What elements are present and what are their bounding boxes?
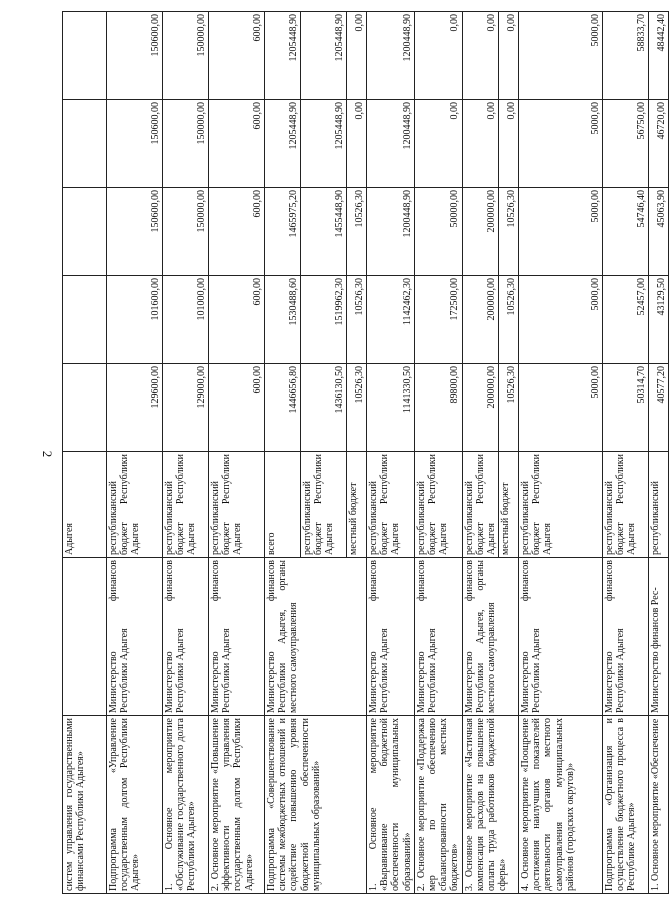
funding-source-cell: Адыгея [63,452,107,558]
amount-cell: 1141330,50 [367,364,415,452]
table-row [649,12,669,894]
rotated-page [62,12,667,894]
program-name-cell: систем управления государственными финансами Республики Адыгея» [63,716,107,894]
executor-cell: Министерство финансов Республики Адыгея, органы местного самоуправления [265,558,367,716]
table-row [603,12,649,894]
amount-cell: 40577,20 [649,364,669,452]
table-row [107,12,163,894]
program-name-cell: Подпрограмма «Управление государственным долгом Республики Адыгея» [107,716,163,894]
amount-cell: 150600,00 [107,188,163,276]
amount-cell: 10526,30 [347,188,367,276]
amount-cell: 0,00 [499,12,519,100]
program-name-cell: Подпрограмма «Совершенствование системы межбюджетных отношений и содействие повышению уровня бюджетной обеспеченности муниципальных образований» [265,716,367,894]
amount-cell: 0,00 [414,12,462,100]
amount-cell: 5000,00 [519,364,603,452]
amount-cell: 129000,00 [163,364,209,452]
amount-cell: 45063,90 [649,188,669,276]
funding-source-cell: республиканский [649,452,669,558]
amount-cell: 1530488,60 [265,276,301,364]
amount-cell: 150600,00 [107,100,163,188]
amount-cell: 0,00 [347,12,367,100]
amount-cell: 5000,00 [519,100,603,188]
table-row [462,12,499,894]
program-name-cell: 1. Основное мероприятие «Выравнивание бюджетной обеспеченности муниципальных образований» [367,716,415,894]
executor-cell: Министерство финансов Республики Адыгея [367,558,415,716]
amount-cell: 1436130,50 [301,364,347,452]
executor-cell: Министерство финансов Республики Адыгея [209,558,265,716]
program-name-cell: 1. Основное мероприятие «Обслуживание государственного долга Республики Адыгея» [163,716,209,894]
executor-cell: Министерство финансов Республики Адыгея, органы местного самоуправления [462,558,519,716]
table-row [519,12,603,894]
amount-cell: 150600,00 [107,12,163,100]
amount-cell: 10526,30 [347,364,367,452]
amount-cell: 200000,00 [462,364,499,452]
program-name-cell: 2. Основное мероприятие «Повышение эффективности управления государственным долгом Республики Адыгея» [209,716,265,894]
amount-cell: 1455448,90 [301,188,347,276]
table-row [209,12,265,894]
amount-cell: 1200448,90 [367,188,415,276]
executor-cell: Министерство финансов Республики Адыгея [163,558,209,716]
amount-cell: 54746,40 [603,188,649,276]
executor-cell: Министерство финансов Республики Адыгея [603,558,649,716]
funding-source-cell: республиканский бюджет Республики Адыгея [414,452,462,558]
amount-cell: 172500,00 [414,276,462,364]
program-name-cell: 1. Основное мероприятие «Обеспечение [649,716,669,894]
amount-cell [63,276,107,364]
program-name-cell: 4. Основное мероприятие «Поощрение достижения наилучших показателей деятельности органов местного самоуправления муниципальных районов (городских округов)» [519,716,603,894]
program-name-cell: 2. Основное мероприятие «Поддержка мер по обеспечению сбалансированности местных бюджетов» [414,716,462,894]
amount-cell: 1205448,90 [301,12,347,100]
amount-cell [63,12,107,100]
amount-cell: 1205448,90 [301,100,347,188]
executor-cell: Министерство финансов Республики Адыгея [414,558,462,716]
amount-cell: 48442,40 [649,12,669,100]
funding-source-cell: республиканский бюджет Республики Адыгея [603,452,649,558]
funding-source-cell: республиканский бюджет Республики Адыгея [519,452,603,558]
amount-cell: 50000,00 [414,188,462,276]
amount-cell: 150000,00 [163,12,209,100]
funding-source-cell: местный бюджет [347,452,367,558]
amount-cell: 43129,50 [649,276,669,364]
funding-source-cell: местный бюджет [499,452,519,558]
amount-cell: 600,00 [209,188,265,276]
funding-source-cell: всего [265,452,301,558]
amount-cell: 5000,00 [519,188,603,276]
budget-table [62,11,669,894]
amount-cell: 0,00 [499,100,519,188]
amount-cell: 600,00 [209,364,265,452]
amount-cell: 600,00 [209,12,265,100]
table-row [163,12,209,894]
amount-cell: 150000,00 [163,100,209,188]
amount-cell: 0,00 [462,100,499,188]
amount-cell: 200000,00 [462,276,499,364]
amount-cell: 1205448,90 [265,12,301,100]
amount-cell: 1465975,20 [265,188,301,276]
amount-cell: 1519962,30 [301,276,347,364]
table-row [63,12,107,894]
executor-cell [63,558,107,716]
funding-source-cell: республиканский бюджет Республики Адыгея [367,452,415,558]
amount-cell: 10526,30 [499,188,519,276]
table-row [414,12,462,894]
program-name-cell: 3. Основное мероприятие «Частичная компенсация расходов на повышение оплаты труда работников бюджетной сферы» [462,716,519,894]
table-row [367,12,415,894]
rotated-content [62,12,667,894]
amount-cell: 0,00 [414,100,462,188]
amount-cell: 46720,00 [649,100,669,188]
amount-cell: 5000,00 [519,12,603,100]
amount-cell: 600,00 [209,276,265,364]
funding-source-cell: республиканский бюджет Республики Адыгея [163,452,209,558]
amount-cell: 600,00 [209,100,265,188]
amount-cell: 5000,00 [519,276,603,364]
amount-cell: 89800,00 [414,364,462,452]
amount-cell: 1446656,80 [265,364,301,452]
amount-cell: 1200448,90 [367,12,415,100]
amount-cell: 10526,30 [347,276,367,364]
table-row [265,12,301,894]
amount-cell: 101600,00 [107,276,163,364]
amount-cell: 150000,00 [163,188,209,276]
executor-cell: Министерство финансов Республики Адыгея [107,558,163,716]
amount-cell [63,188,107,276]
funding-source-cell: республиканский бюджет Республики Адыгея [301,452,347,558]
program-name-cell: Подпрограмма «Организация и осуществление бюджетного процесса в Республике Адыгея» [603,716,649,894]
executor-cell: Министерство финансов Республики Адыгея [519,558,603,716]
amount-cell [63,364,107,452]
funding-source-cell: республиканский бюджет Республики Адыгея [107,452,163,558]
amount-cell: 10526,30 [499,276,519,364]
amount-cell: 10526,30 [499,364,519,452]
amount-cell: 1205448,90 [265,100,301,188]
amount-cell: 1142462,30 [367,276,415,364]
amount-cell: 101000,00 [163,276,209,364]
amount-cell: 58833,70 [603,12,649,100]
amount-cell: 129600,00 [107,364,163,452]
funding-source-cell: республиканский бюджет Республики Адыгея [462,452,499,558]
executor-cell: Министерство финансов Рес- [649,558,669,716]
amount-cell: 200000,00 [462,188,499,276]
amount-cell: 1200448,90 [367,100,415,188]
amount-cell [63,100,107,188]
funding-source-cell: республиканский бюджет Республики Адыгея [209,452,265,558]
page-number: 2 [40,450,55,458]
amount-cell: 56750,00 [603,100,649,188]
amount-cell: 50314,70 [603,364,649,452]
amount-cell: 52457,00 [603,276,649,364]
amount-cell: 0,00 [347,100,367,188]
amount-cell: 0,00 [462,12,499,100]
